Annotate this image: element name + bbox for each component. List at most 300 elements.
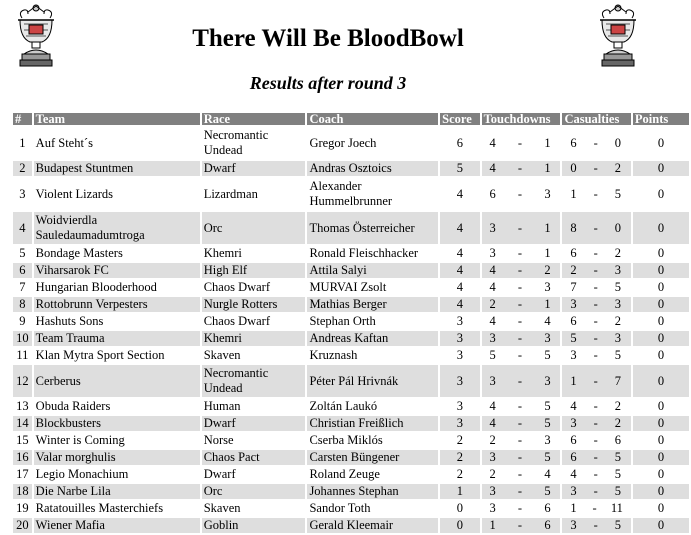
cell-touchdowns-against: 1 — [544, 297, 551, 311]
cell-casualties — [562, 501, 630, 516]
cell-casualties — [562, 314, 630, 329]
table-header-row — [13, 113, 689, 125]
table-row — [13, 263, 689, 278]
cell-points: 0 — [633, 348, 689, 363]
cell-touchdowns-against: 3 — [544, 331, 551, 345]
cell-rank: 18 — [13, 484, 32, 499]
cell-touchdowns — [482, 518, 561, 533]
cell-rank: 7 — [13, 280, 32, 295]
cell-casualties-separator: - — [593, 433, 598, 447]
cell-casualties-for: 3 — [570, 348, 577, 362]
cell-touchdowns — [482, 365, 561, 397]
page-title: There Will Be BloodBowl — [192, 25, 464, 52]
cell-rank: 14 — [13, 416, 32, 431]
cell-casualties-against: 3 — [614, 331, 622, 345]
cell-casualties-for: 1 — [570, 186, 577, 201]
cell-points: 0 — [633, 212, 689, 244]
cell-score: 4 — [440, 297, 479, 312]
cell-touchdowns-against: 4 — [544, 314, 551, 328]
cell-touchdowns — [482, 399, 561, 414]
cell-points: 0 — [633, 297, 689, 312]
cell-casualties-for: 6 — [570, 246, 577, 260]
cell-casualties-against: 5 — [614, 467, 622, 481]
results-table — [11, 111, 691, 535]
cell-touchdowns-for: 4 — [489, 399, 496, 413]
cell-touchdowns — [482, 467, 561, 482]
cell-rank: 11 — [13, 348, 32, 363]
page-subtitle: Results after round 3 — [249, 73, 407, 93]
cell-coach: Stephan Orth — [307, 314, 438, 329]
cell-touchdowns-separator: - — [517, 246, 523, 260]
cell-touchdowns-for: 3 — [489, 220, 496, 235]
cell-rank: 8 — [13, 297, 32, 312]
cell-coach: Gregor Joech — [307, 127, 438, 159]
cell-touchdowns-against: 3 — [544, 280, 551, 294]
table-row — [13, 348, 689, 363]
cell-casualties — [562, 365, 630, 397]
cell-touchdowns — [482, 212, 561, 244]
cell-casualties-for: 4 — [570, 467, 577, 481]
cell-race: Khemri — [202, 331, 306, 346]
cell-touchdowns-for: 2 — [489, 467, 496, 481]
table-row — [13, 314, 689, 329]
cell-rank: 15 — [13, 433, 32, 448]
cell-points: 0 — [633, 127, 689, 159]
table-row — [13, 246, 689, 261]
cell-rank: 5 — [13, 246, 32, 261]
cell-casualties-for: 3 — [570, 416, 577, 430]
cell-race: High Elf — [202, 263, 306, 278]
cell-score: 0 — [440, 518, 479, 533]
cell-points: 0 — [633, 399, 689, 414]
cell-race: Chaos Dwarf — [202, 280, 306, 295]
cell-casualties — [562, 484, 630, 499]
cell-team: Cerberus — [34, 365, 200, 397]
cell-coach: Andreas Kaftan — [307, 331, 438, 346]
cell-race: Nurgle Rotters — [202, 297, 306, 312]
cell-casualties-separator: - — [593, 186, 598, 201]
cell-casualties-for: 7 — [570, 280, 577, 294]
cell-touchdowns — [482, 433, 561, 448]
cell-touchdowns-against: 5 — [544, 450, 551, 464]
cell-points: 0 — [633, 501, 689, 516]
cell-touchdowns-separator: - — [517, 484, 523, 498]
cell-touchdowns-for: 3 — [489, 331, 496, 345]
cell-race: Goblin — [202, 518, 306, 533]
cell-rank: 10 — [13, 331, 32, 346]
cell-casualties — [562, 178, 630, 210]
cell-casualties — [562, 297, 630, 312]
cell-casualties-separator: - — [593, 280, 598, 294]
cell-coach: Thomas Österreicher — [307, 212, 438, 244]
cell-casualties-separator: - — [593, 161, 598, 175]
cell-casualties — [562, 433, 630, 448]
table-row — [13, 433, 689, 448]
cell-casualties — [562, 518, 630, 533]
cell-casualties-separator: - — [593, 450, 598, 464]
cell-touchdowns-against: 1 — [544, 161, 551, 175]
cell-team: Valar morghulis — [34, 450, 200, 465]
cell-coach: Sandor Toth — [307, 501, 438, 516]
cell-casualties-for: 0 — [570, 161, 577, 175]
cell-casualties-for: 6 — [570, 135, 577, 150]
col-header-score: Score — [440, 113, 479, 125]
cell-race: Orc — [202, 212, 306, 244]
cell-touchdowns-separator: - — [517, 416, 523, 430]
cell-casualties-separator: - — [593, 484, 598, 498]
table-row — [13, 450, 689, 465]
cell-touchdowns-separator: - — [517, 467, 523, 481]
cell-coach: Gerald Kleemair — [307, 518, 438, 533]
cell-casualties-for: 2 — [570, 263, 577, 277]
cell-points: 0 — [633, 518, 689, 533]
cell-touchdowns-separator: - — [517, 399, 523, 413]
cell-touchdowns-against: 3 — [544, 186, 551, 201]
cell-casualties-for: 3 — [570, 484, 577, 498]
cell-race: Necromantic Undead — [202, 127, 306, 159]
cell-casualties-against: 0 — [614, 220, 622, 235]
cell-race: Lizardman — [202, 178, 306, 210]
cell-touchdowns-separator: - — [517, 263, 523, 277]
cell-touchdowns-for: 6 — [489, 186, 496, 201]
cell-casualties-against: 5 — [614, 450, 622, 464]
results-table-container[interactable] — [11, 111, 669, 532]
col-header-coach: Coach — [307, 113, 438, 125]
cell-coach: Roland Zeuge — [307, 467, 438, 482]
cell-rank: 17 — [13, 467, 32, 482]
cell-touchdowns-separator: - — [517, 186, 523, 201]
cell-rank: 3 — [13, 178, 32, 210]
cell-casualties-against: 2 — [614, 399, 622, 413]
cell-score: 2 — [440, 467, 479, 482]
cell-touchdowns — [482, 178, 561, 210]
cell-casualties-against: 5 — [614, 280, 622, 294]
cell-touchdowns-separator: - — [517, 373, 523, 388]
cell-points: 0 — [633, 178, 689, 210]
cell-points: 0 — [633, 246, 689, 261]
cell-touchdowns-separator: - — [517, 280, 523, 294]
cell-casualties — [562, 161, 630, 176]
col-header-points: Points — [633, 113, 689, 125]
cell-race: Orc — [202, 484, 306, 499]
cell-rank: 9 — [13, 314, 32, 329]
cell-casualties-separator: - — [593, 399, 598, 413]
cell-casualties-against: 2 — [614, 161, 622, 175]
cell-casualties — [562, 331, 630, 346]
cell-points: 0 — [633, 161, 689, 176]
cell-touchdowns-separator: - — [517, 220, 523, 235]
cell-points: 0 — [633, 484, 689, 499]
cell-casualties-for: 1 — [570, 501, 577, 515]
cell-casualties-for: 4 — [570, 399, 577, 413]
cell-touchdowns-for: 2 — [489, 297, 496, 311]
cell-touchdowns — [482, 416, 561, 431]
cell-casualties-against: 5 — [614, 484, 622, 498]
cell-touchdowns-separator: - — [517, 314, 523, 328]
cell-rank: 4 — [13, 212, 32, 244]
cell-touchdowns-for: 4 — [489, 263, 496, 277]
cell-team: Obuda Raiders — [34, 399, 200, 414]
cell-rank: 12 — [13, 365, 32, 397]
cell-casualties-against: 7 — [614, 373, 622, 388]
cell-touchdowns-separator: - — [517, 433, 523, 447]
cell-race: Skaven — [202, 348, 306, 363]
cell-rank: 16 — [13, 450, 32, 465]
cell-casualties-separator: - — [593, 373, 598, 388]
cell-touchdowns — [482, 246, 561, 261]
cell-team: Die Narbe Lila — [34, 484, 200, 499]
cell-rank: 1 — [13, 127, 32, 159]
cell-team: Klan Mytra Sport Section — [34, 348, 200, 363]
cell-score: 3 — [440, 314, 479, 329]
cell-touchdowns-for: 3 — [489, 246, 496, 260]
cell-casualties-against: 5 — [614, 186, 622, 201]
cell-touchdowns — [482, 314, 561, 329]
cell-casualties-separator: - — [593, 348, 598, 362]
cell-score: 3 — [440, 416, 479, 431]
cell-points: 0 — [633, 467, 689, 482]
cell-rank: 2 — [13, 161, 32, 176]
cell-casualties-separator: - — [592, 501, 597, 515]
cell-touchdowns-for: 4 — [489, 280, 496, 294]
cell-casualties — [562, 246, 630, 261]
cell-coach: MURVAI Zsolt — [307, 280, 438, 295]
cell-casualties-against: 0 — [614, 135, 622, 150]
cell-points: 0 — [633, 365, 689, 397]
cell-touchdowns — [482, 297, 561, 312]
cell-touchdowns-against: 1 — [544, 135, 551, 150]
cell-touchdowns-against: 1 — [544, 246, 551, 260]
cell-coach: Péter Pál Hrivnák — [307, 365, 438, 397]
cell-race: Dwarf — [202, 161, 306, 176]
cell-casualties-separator: - — [593, 246, 598, 260]
cell-score: 6 — [440, 127, 479, 159]
table-row — [13, 212, 689, 244]
cell-casualties — [562, 127, 630, 159]
cell-score: 5 — [440, 161, 479, 176]
cell-casualties-separator: - — [593, 331, 598, 345]
cell-score: 4 — [440, 246, 479, 261]
cell-touchdowns — [482, 450, 561, 465]
cell-coach: Kruznash — [307, 348, 438, 363]
table-row — [13, 297, 689, 312]
cell-score: 3 — [440, 365, 479, 397]
cell-points: 0 — [633, 450, 689, 465]
table-row — [13, 280, 689, 295]
cell-touchdowns-for: 3 — [489, 484, 496, 498]
cell-casualties-against: 11 — [610, 501, 623, 515]
cell-touchdowns — [482, 161, 561, 176]
cell-points: 0 — [633, 416, 689, 431]
cell-points: 0 — [633, 331, 689, 346]
cell-touchdowns-against: 1 — [544, 220, 551, 235]
cell-touchdowns-separator: - — [517, 297, 523, 311]
cell-casualties-against: 3 — [614, 297, 622, 311]
table-row — [13, 484, 689, 499]
cell-race: Skaven — [202, 501, 306, 516]
cell-race: Human — [202, 399, 306, 414]
cell-casualties — [562, 416, 630, 431]
table-row — [13, 331, 689, 346]
cell-casualties-for: 6 — [570, 433, 577, 447]
col-header-touchdowns: Touchdowns — [482, 113, 561, 125]
col-header-race: Race — [202, 113, 306, 125]
cell-points: 0 — [633, 280, 689, 295]
cell-touchdowns — [482, 501, 561, 516]
cell-touchdowns-for: 4 — [489, 135, 496, 150]
cell-casualties-separator: - — [593, 263, 598, 277]
cell-casualties — [562, 280, 630, 295]
cell-team: Woidvierdla Sauledaumadumtroga — [34, 212, 200, 244]
cell-casualties — [562, 399, 630, 414]
cell-casualties — [562, 212, 630, 244]
cell-touchdowns-separator: - — [517, 518, 523, 532]
table-row — [13, 365, 689, 397]
cell-touchdowns-against: 2 — [544, 263, 551, 277]
cell-coach: Carsten Büngener — [307, 450, 438, 465]
cell-casualties-against: 2 — [614, 314, 622, 328]
cell-casualties-separator: - — [593, 135, 598, 150]
cell-score: 0 — [440, 501, 479, 516]
cell-team: Auf Steht´s — [34, 127, 200, 159]
cell-casualties-for: 1 — [570, 373, 577, 388]
cell-casualties-against: 5 — [614, 348, 622, 362]
cell-score: 4 — [440, 178, 479, 210]
cell-touchdowns-against: 6 — [544, 501, 551, 515]
cell-coach: Christian Freißlich — [307, 416, 438, 431]
cell-touchdowns-separator: - — [517, 501, 523, 515]
cell-casualties — [562, 450, 630, 465]
cell-coach: Attila Salyi — [307, 263, 438, 278]
cell-touchdowns-for: 3 — [489, 501, 496, 515]
cell-rank: 20 — [13, 518, 32, 533]
cell-race: Necromantic Undead — [202, 365, 306, 397]
col-header-rank: # — [13, 113, 32, 125]
cell-team: Hungarian Blooderhood — [34, 280, 200, 295]
table-row — [13, 399, 689, 414]
cell-casualties-separator: - — [593, 518, 598, 532]
cell-team: Ratatouilles Masterchiefs — [34, 501, 200, 516]
cell-points: 0 — [633, 314, 689, 329]
cell-team: Blockbusters — [34, 416, 200, 431]
cell-score: 4 — [440, 263, 479, 278]
cell-casualties-against: 2 — [614, 416, 622, 430]
cell-casualties-against: 5 — [614, 518, 622, 532]
cell-coach: Alexander Hummelbrunner — [307, 178, 438, 210]
cell-coach: Andras Osztoics — [307, 161, 438, 176]
cell-touchdowns-separator: - — [517, 331, 523, 345]
cell-touchdowns-against: 5 — [544, 348, 551, 362]
cell-touchdowns-for: 3 — [489, 373, 496, 388]
cell-casualties-against: 2 — [614, 246, 622, 260]
cell-casualties-for: 6 — [570, 314, 577, 328]
cell-touchdowns-against: 5 — [544, 484, 551, 498]
cell-touchdowns-for: 1 — [489, 518, 496, 532]
cell-touchdowns-separator: - — [517, 348, 523, 362]
cell-casualties-against: 6 — [614, 433, 622, 447]
cell-casualties-for: 3 — [570, 518, 577, 532]
cell-touchdowns-separator: - — [517, 450, 523, 464]
cell-score: 1 — [440, 484, 479, 499]
cell-touchdowns-against: 5 — [544, 416, 551, 430]
table-row — [13, 518, 689, 533]
cell-race: Khemri — [202, 246, 306, 261]
table-row — [13, 467, 689, 482]
table-row — [13, 161, 689, 176]
cell-casualties-for: 8 — [570, 220, 577, 235]
cell-touchdowns-separator: - — [517, 161, 523, 175]
cell-casualties-separator: - — [593, 297, 598, 311]
cell-team: Winter is Coming — [34, 433, 200, 448]
cell-touchdowns — [482, 331, 561, 346]
cell-score: 3 — [440, 331, 479, 346]
cell-score: 2 — [440, 433, 479, 448]
cell-touchdowns-separator: - — [517, 135, 523, 150]
cell-casualties-for: 6 — [570, 450, 577, 464]
cell-touchdowns — [482, 263, 561, 278]
cell-casualties-separator: - — [593, 220, 598, 235]
cell-team: Team Trauma — [34, 331, 200, 346]
cell-casualties-against: 3 — [614, 263, 622, 277]
cell-score: 4 — [440, 280, 479, 295]
cell-race: Dwarf — [202, 416, 306, 431]
cell-touchdowns-against: 6 — [544, 518, 551, 532]
cell-team: Budapest Stuntmen — [34, 161, 200, 176]
table-row — [13, 178, 689, 210]
cell-coach: Mathias Berger — [307, 297, 438, 312]
cell-casualties — [562, 348, 630, 363]
cell-touchdowns-for: 4 — [489, 416, 496, 430]
cell-team: Bondage Masters — [34, 246, 200, 261]
cell-casualties-separator: - — [593, 467, 598, 481]
col-header-casualties: Casualties — [562, 113, 630, 125]
cell-score: 2 — [440, 450, 479, 465]
cell-touchdowns-against: 3 — [544, 373, 551, 388]
cell-coach: Ronald Fleischhacker — [307, 246, 438, 261]
cell-casualties — [562, 263, 630, 278]
cell-touchdowns — [482, 484, 561, 499]
cell-touchdowns-for: 5 — [489, 348, 496, 362]
cell-team: Violent Lizards — [34, 178, 200, 210]
cell-rank: 13 — [13, 399, 32, 414]
col-header-team: Team — [34, 113, 200, 125]
cell-touchdowns — [482, 348, 561, 363]
results-table-body — [13, 127, 689, 533]
cell-touchdowns — [482, 280, 561, 295]
cell-points: 0 — [633, 433, 689, 448]
cell-team: Hashuts Sons — [34, 314, 200, 329]
cell-casualties-separator: - — [593, 416, 598, 430]
cell-rank: 19 — [13, 501, 32, 516]
cell-touchdowns-against: 5 — [544, 399, 551, 413]
cell-points: 0 — [633, 263, 689, 278]
cell-team: Legio Monachium — [34, 467, 200, 482]
cell-team: Viharsarok FC — [34, 263, 200, 278]
cell-touchdowns-for: 4 — [489, 314, 496, 328]
cell-touchdowns-for: 3 — [489, 450, 496, 464]
table-row — [13, 501, 689, 516]
cell-score: 4 — [440, 212, 479, 244]
cell-casualties-separator: - — [593, 314, 598, 328]
cell-casualties — [562, 467, 630, 482]
cell-coach: Zoltán Laukó — [307, 399, 438, 414]
cell-coach: Cserba Miklós — [307, 433, 438, 448]
cell-race: Dwarf — [202, 467, 306, 482]
cell-touchdowns-for: 4 — [489, 161, 496, 175]
table-row — [13, 416, 689, 431]
cell-race: Chaos Dwarf — [202, 314, 306, 329]
cell-team: Rottobrunn Verpesters — [34, 297, 200, 312]
